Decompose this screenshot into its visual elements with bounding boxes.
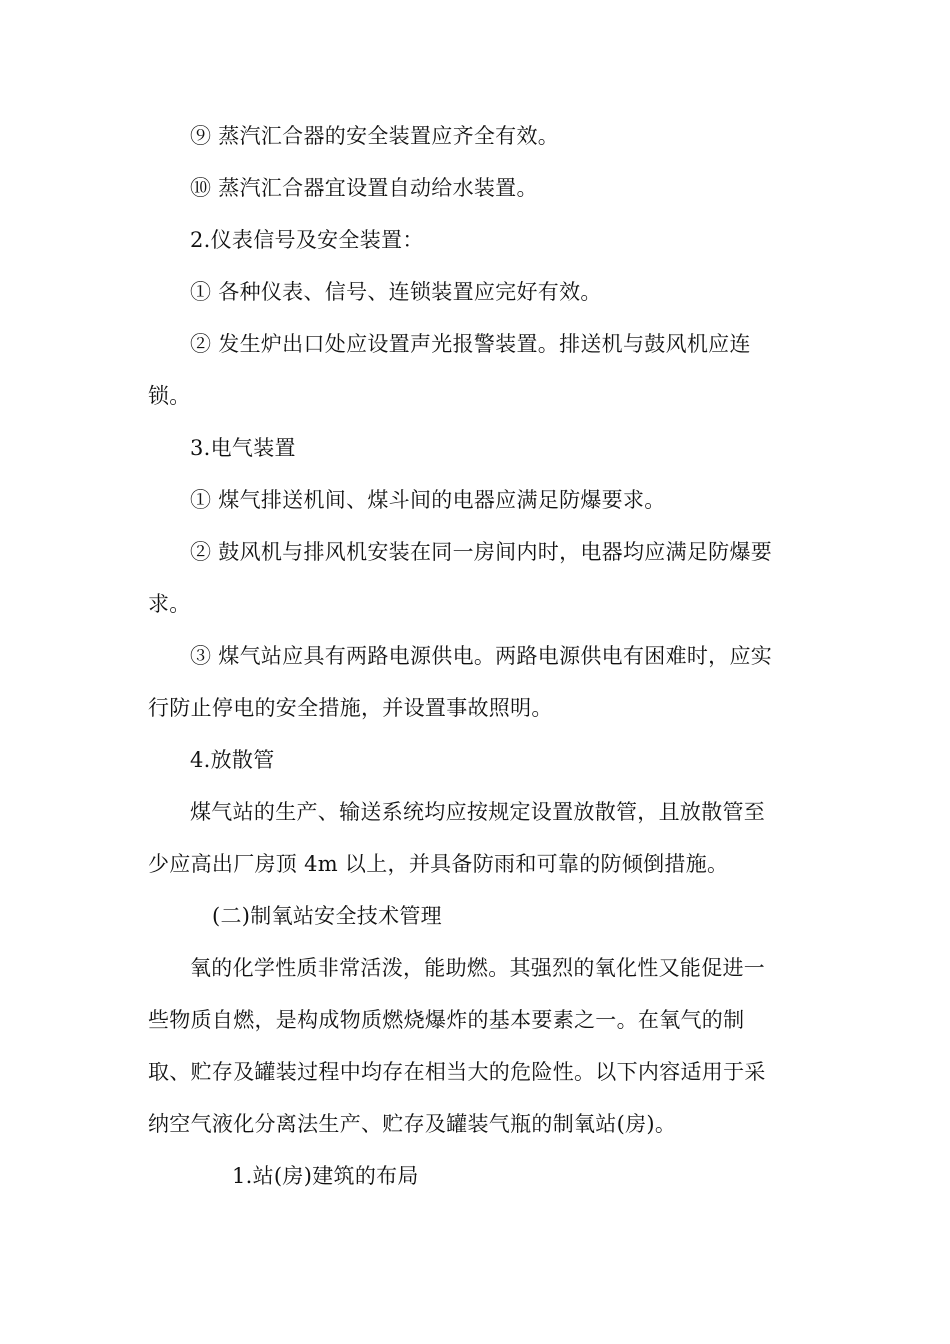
text-line: ② 鼓风机与排风机安装在同一房间内时，电器均应满足防爆要 bbox=[190, 540, 773, 564]
text-line: 取、贮存及罐装过程中均存在相当大的危险性。以下内容适用于采 bbox=[148, 1060, 766, 1084]
text-line: 少应高出厂房顶 4m 以上，并具备防雨和可靠的防倾倒措施。 bbox=[148, 852, 729, 876]
text-line: 锁。 bbox=[148, 384, 191, 408]
section-heading: 3.电气装置 bbox=[190, 436, 296, 460]
section-heading: (二)制氧站安全技术管理 bbox=[212, 904, 442, 928]
text-line: 煤气站的生产、输送系统均应按规定设置放散管，且放散管至 bbox=[190, 800, 766, 824]
text-line: 氧的化学性质非常活泼，能助燃。其强烈的氧化性又能促进一 bbox=[190, 956, 766, 980]
text-line: 纳空气液化分离法生产、贮存及罐装气瓶的制氧站(房)。 bbox=[148, 1112, 677, 1136]
section-heading: 1.站(房)建筑的布局 bbox=[232, 1164, 419, 1188]
section-heading: 4.放散管 bbox=[190, 748, 275, 772]
text-line: ② 发生炉出口处应设置声光报警装置。排送机与鼓风机应连 bbox=[190, 332, 751, 356]
text-line: 求。 bbox=[148, 592, 191, 616]
text-line: ① 各种仪表、信号、连锁装置应完好有效。 bbox=[190, 280, 602, 304]
text-line: 行防止停电的安全措施，并设置事故照明。 bbox=[148, 696, 553, 720]
text-line: ⑩ 蒸汽汇合器宜设置自动给水装置。 bbox=[190, 176, 538, 200]
text-line: ⑨ 蒸汽汇合器的安全装置应齐全有效。 bbox=[190, 124, 560, 148]
text-line: ① 煤气排送机间、煤斗间的电器应满足防爆要求。 bbox=[190, 488, 666, 512]
section-heading: 2.仪表信号及安全装置： bbox=[190, 228, 424, 252]
text-line: 些物质自燃，是构成物质燃烧爆炸的基本要素之一。在氧气的制 bbox=[148, 1008, 745, 1032]
text-line: ③ 煤气站应具有两路电源供电。两路电源供电有困难时，应实 bbox=[190, 644, 773, 668]
